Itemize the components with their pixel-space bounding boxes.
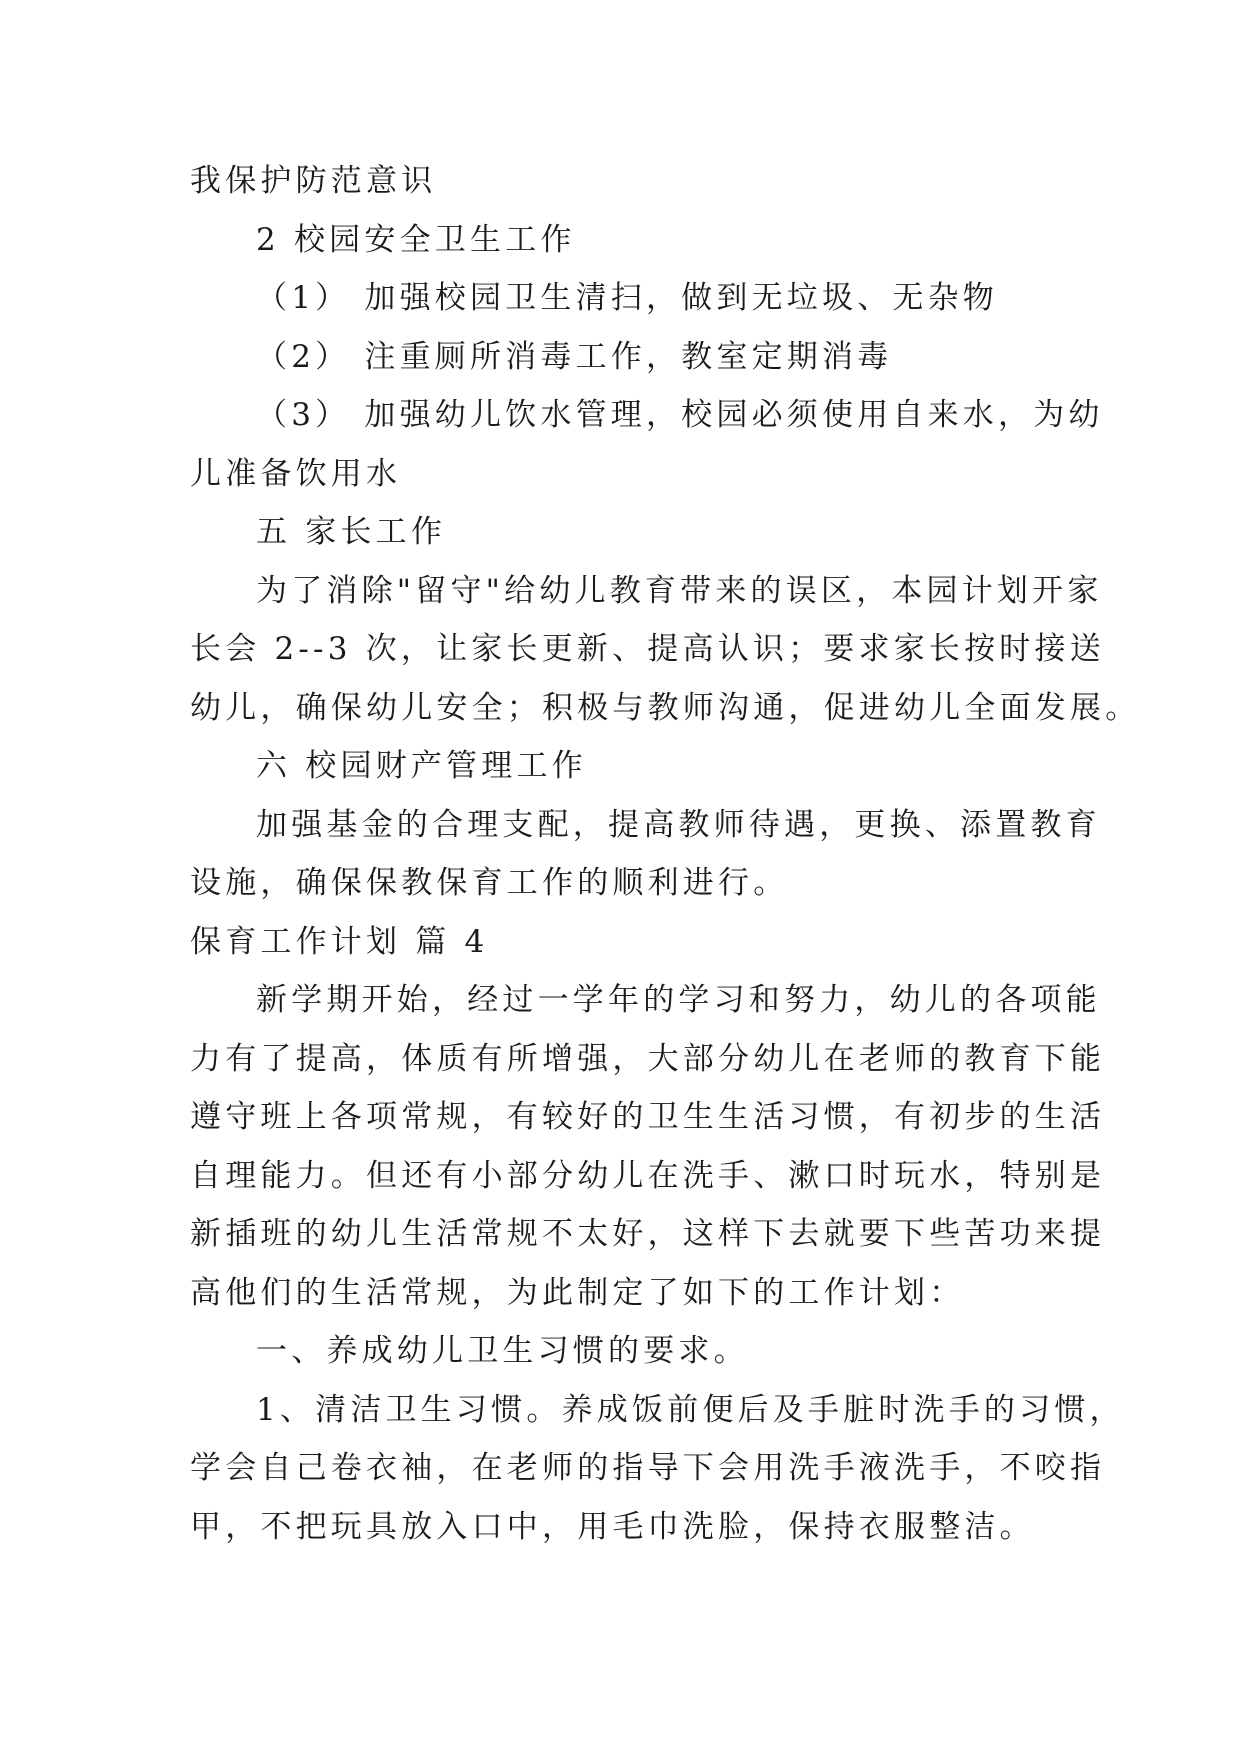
section-heading: 2 校园安全卫生工作 [256,221,576,258]
section-heading: 一、养成幼儿卫生习惯的要求。 [256,1333,749,1369]
paragraph-line: 自理能力。但还有小部分幼儿在洗手、漱口时玩水，特别是 [190,1157,1106,1194]
section-heading: 六 校园财产管理工作 [256,748,587,784]
text-line: 儿准备饮用水 [190,455,402,492]
paragraph-line: 为了消除"留守"给幼儿教育带来的误区，本园计划开家 [256,572,1103,609]
paragraph-line: 新插班的幼儿生活常规不太好，这样下去就要下些苦功来提 [190,1216,1106,1252]
paragraph-line: 甲，不把玩具放入口中，用毛巾洗脸，保持衣服整洁。 [190,1508,1035,1545]
article-title: 保育工作计划 篇 4 [190,923,489,960]
section-heading: 五 家长工作 [256,514,447,550]
list-item: （3） 加强幼儿饮水管理，校园必须使用自来水，为幼 [256,397,1104,433]
paragraph-line: 遵守班上各项常规，有较好的卫生生活习惯，有初步的生活 [190,1099,1106,1135]
list-item: （2） 注重厕所消毒工作，教室定期消毒 [256,338,893,375]
document-body [190,152,1141,1556]
paragraph-line: 长会 2--3 次，让家长更新、提高认识；要求家长按时接送 [190,631,1105,667]
paragraph-line: 幼儿，确保幼儿安全；积极与教师沟通，促进幼儿全面发展。 [190,689,1141,726]
paragraph-line: 新学期开始，经过一学年的学习和努力，幼儿的各项能 [256,982,1101,1018]
text-line: 我保护防范意识 [190,163,437,199]
paragraph-line: 设施，确保保教保育工作的顺利进行。 [190,865,789,901]
list-item: （1） 加强校园卫生清扫，做到无垃圾、无杂物 [256,280,998,316]
paragraph-line: 学会自己卷衣袖，在老师的指导下会用洗手液洗手，不咬指 [190,1450,1106,1486]
paragraph-line: 高他们的生活常规，为此制定了如下的工作计划： [190,1274,965,1311]
paragraph-line: 1、清洁卫生习惯。养成饭前便后及手脏时洗手的习惯， [256,1391,1125,1428]
paragraph-line: 加强基金的合理支配，提高教师待遇，更换、添置教育 [256,806,1101,843]
paragraph-line: 力有了提高，体质有所增强，大部分幼儿在老师的教育下能 [190,1040,1106,1077]
